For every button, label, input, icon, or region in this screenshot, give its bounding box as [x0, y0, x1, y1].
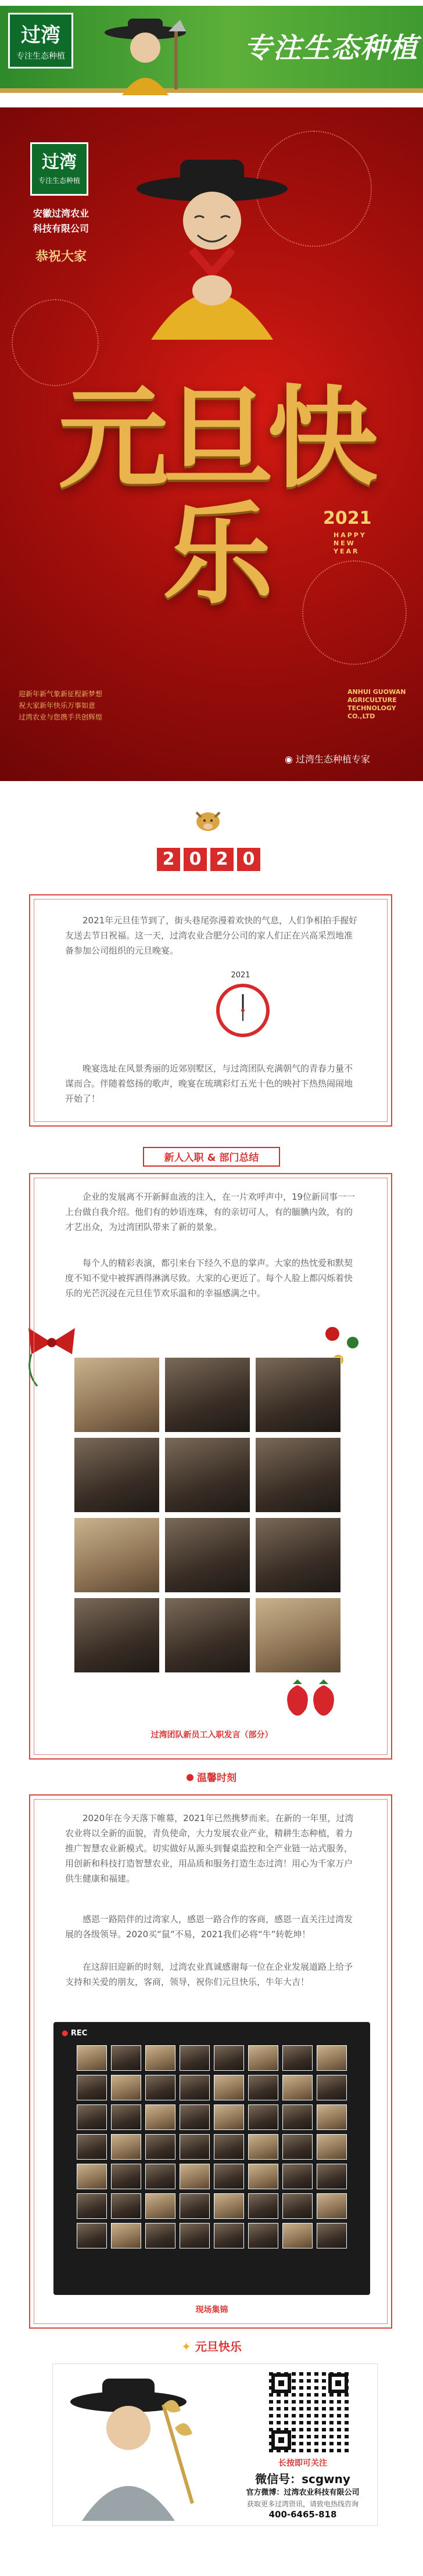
sparkle-icon: ✦ — [181, 2340, 195, 2354]
clock-hands-icon — [220, 987, 266, 1034]
collage-photo — [317, 2223, 347, 2248]
collage-photo — [111, 2104, 141, 2130]
performance-text: 每个人的精彩表演，都引来台下经久不息的掌声。大家的热忱爱和默契度不知不觉中被挥洒得淋漓尽致。大家的心更近了。每个人脸上都闪烁着快乐的光芒沉浸在元旦佳节欢乐温和的幸福感满之中。 — [65, 1258, 353, 1298]
collage-photo — [77, 2104, 107, 2130]
record-dot-icon: ● — [62, 2029, 71, 2038]
header-banner — [0, 0, 423, 107]
collage-photo — [214, 2164, 244, 2189]
wechat-watermark — [285, 752, 370, 765]
collage-photo — [214, 2045, 244, 2071]
dinner-venue-text: 晚宴选址在风景秀丽的近郊别墅区，与过湾团队充满朝气的青春力量不谋而合。伴随着悠扬的歌声，晚宴在琉璃彩灯五光十色的映衬下热热闹闹地开始了！ — [65, 1063, 353, 1104]
weibo-account: 官方微博：过湾农业科技有限公司 — [246, 2488, 360, 2497]
event-photo — [164, 1517, 250, 1593]
collage-photo — [77, 2045, 107, 2071]
poster-logo-subtitle: 专注生态种植 — [38, 177, 80, 185]
new-people-text: 企业的发展离不开新鲜血液的注入，在一片欢呼声中，19位新同事一一上台做自我介绍。他们有的妙语连珠，有的亲切可人，有的腼腆内敛，有的才艺出众，为过湾团队带来了新的景象。 — [65, 1192, 356, 1232]
wechat-watermark-text: 过湾生态种植专家 — [296, 754, 371, 765]
collage-photo — [317, 2045, 347, 2071]
collage-photo — [111, 2164, 141, 2189]
collage-photo — [317, 2164, 347, 2189]
event-photo — [255, 1517, 341, 1593]
collage-photo — [145, 2045, 175, 2071]
clock-icon — [216, 984, 270, 1037]
poster-logo — [30, 142, 88, 196]
poster-year: 2021 — [323, 508, 372, 528]
collage-photo — [180, 2104, 210, 2130]
company-line: 科技有限公司 — [33, 223, 89, 234]
year-badge — [157, 848, 260, 871]
event-photo — [164, 1598, 250, 1673]
qr-code[interactable] — [269, 2371, 350, 2452]
collage-photo — [282, 2075, 313, 2100]
farmer-illustration-icon — [116, 148, 308, 340]
poster-english-name — [347, 688, 423, 721]
new-year-poster — [0, 107, 423, 781]
collage-photo — [180, 2075, 210, 2100]
farmer-mascot-icon — [87, 8, 209, 95]
collage-photo — [248, 2223, 278, 2248]
rec-indicator — [62, 2029, 87, 2038]
collage-photo — [248, 2164, 278, 2189]
event-photo — [164, 1437, 250, 1513]
collage-photo — [214, 2223, 244, 2248]
collage-photo — [180, 2134, 210, 2160]
event-photo — [255, 1437, 341, 1513]
ox-cartoon-icon — [192, 804, 224, 833]
collage-photo — [248, 2134, 278, 2160]
collage-photo — [317, 2104, 347, 2130]
event-photo — [74, 1357, 160, 1433]
collage-photo — [180, 2164, 210, 2189]
collage-caption: 现场集锦 — [195, 2305, 228, 2315]
event-photo — [255, 1598, 341, 1673]
collage-photo — [282, 2045, 313, 2071]
collage-photo — [214, 2134, 244, 2160]
collage-photo — [111, 2193, 141, 2219]
farmer-with-wheat-icon — [59, 2370, 216, 2521]
collage-photo — [111, 2075, 141, 2100]
collage-photo — [214, 2193, 244, 2219]
header-slogan: 专注生态种植 — [244, 32, 419, 64]
english-line: ANHUI GUOWAN — [347, 688, 406, 696]
collage-photo — [111, 2134, 141, 2160]
strawberry-icon — [280, 1674, 344, 1726]
new-people-frame — [29, 1173, 392, 1760]
year-digit: 2 — [210, 848, 234, 871]
event-photo — [74, 1437, 160, 1513]
collage-photo — [77, 2075, 107, 2100]
collage-photo — [282, 2104, 313, 2130]
happy-line: YEAR — [334, 548, 360, 555]
year-review-frame — [29, 894, 392, 1127]
collage-photo — [145, 2193, 175, 2219]
collage-photo — [180, 2193, 210, 2219]
brand-logo — [8, 13, 73, 69]
collage-photo — [145, 2134, 175, 2160]
happy-line: NEW — [334, 539, 356, 547]
poster-logo-name: 过湾 — [42, 152, 77, 172]
gratitude-text: 感恩一路陪伴的过湾家人，感恩一路合作的客商，感恩一直关注过湾发展的各级领导。2020买“鼠”不易，2021我们必将“牛”转乾坤！ — [65, 1914, 353, 1940]
event-photo — [255, 1357, 341, 1433]
collage-photo — [282, 2193, 313, 2219]
verse-line: 祝大家新年快乐万事如意 — [19, 701, 96, 710]
collage-photo — [282, 2134, 313, 2160]
collage-photo — [180, 2045, 210, 2071]
rec-label: REC — [70, 2029, 88, 2038]
collage-photo — [248, 2104, 278, 2130]
collage-photo — [145, 2075, 175, 2100]
poster-big-title: 元旦快乐 — [58, 373, 372, 619]
brand-subtitle: 专注生态种植 — [16, 52, 65, 61]
poster-greeting: 恭祝大家 — [35, 249, 87, 264]
qr-eye — [271, 2430, 291, 2450]
collage-photo — [77, 2193, 107, 2219]
verse-line: 迎新年新气象新征程新梦想 — [19, 690, 103, 698]
year-digit: 0 — [237, 848, 260, 871]
collage-photo — [317, 2193, 347, 2219]
section-title-warm-moments — [174, 1768, 249, 1788]
collage-photo — [77, 2134, 107, 2160]
collage-photo — [248, 2193, 278, 2219]
photo-caption: 过湾团队新员工入职发言（部分） — [150, 1730, 273, 1740]
year-digit: 0 — [184, 848, 207, 871]
section-title-new-people: 新人入职 & 部门总结 — [143, 1147, 280, 1167]
collage-photo — [77, 2223, 107, 2248]
closing-title — [0, 2337, 423, 2354]
bullet-icon — [187, 1774, 193, 1781]
follow-label: 长按即可关注 — [278, 2459, 327, 2468]
warm-moments-frame — [29, 1794, 392, 2329]
event-photo — [164, 1357, 250, 1433]
brand-name: 过湾 — [21, 24, 60, 47]
happy-new-year-tag — [334, 531, 367, 556]
collage-photo — [180, 2223, 210, 2248]
collage-photo — [317, 2134, 347, 2160]
year-digit: 2 — [157, 848, 180, 871]
year-review-text: 2021年元旦佳节到了，街头巷尾弥漫着欢快的气息，人们争相拍手握好友送去节日祝福。这一天，过湾农业合肥分公司的家人们正在兴高采烈地准备参加公司组织的元旦晚宴。 — [65, 915, 358, 956]
collage-photo — [317, 2075, 347, 2100]
qr-eye — [271, 2373, 291, 2393]
collage-photo — [248, 2045, 278, 2071]
warm-moments-title: 温馨时刻 — [197, 1772, 236, 1784]
company-line: 安徽过湾农业 — [33, 208, 89, 219]
collage-photo — [214, 2104, 244, 2130]
poster-verse — [19, 688, 102, 723]
more-info-text: 获取更多过湾资讯，请致电热线咨询 — [246, 2500, 359, 2508]
happy-line: HAPPY — [334, 531, 367, 539]
new-employee-photo-grid — [74, 1357, 341, 1673]
wechat-icon: ◉ — [285, 754, 296, 765]
qr-eye — [328, 2373, 348, 2393]
event-photo — [74, 1517, 160, 1593]
collage-photo — [282, 2164, 313, 2189]
wechat-id: 微信号：scgwny — [255, 2472, 350, 2486]
collage-photo — [145, 2223, 175, 2248]
verse-line: 过湾农业与您携手共创辉煌 — [19, 713, 103, 721]
collage-photo — [282, 2223, 313, 2248]
collage-photo — [214, 2075, 244, 2100]
wishes-text: 在这辞旧迎新的时刻，过湾农业真诚感谢每一位在企业发展道路上给予支持和关爱的朋友，客商，领导，祝你们元旦快乐，牛年大吉！ — [65, 1962, 353, 1987]
hotline-number[interactable]: 400-6465-818 — [268, 2509, 337, 2520]
future-plan-text: 2020年在今天落下帷幕，2021年已然携梦而来。在新的一年里，过湾农业将以全新的面貌，青负使命，大力发展农业产业，精耕生态种植，着力推广智慧农业新模式。切实做好从源头到餐桌监控和全产业链一站式服务，用创新和科技打造智慧农业，用品质和服务打造生态过湾！用心为千家万户供生健康和福建。 — [65, 1813, 354, 1884]
closing-title-text: 元旦快乐 — [195, 2340, 242, 2354]
collage-photo — [145, 2164, 175, 2189]
english-line: AGRICULTURE — [347, 696, 397, 704]
clock-year-label: 2021 — [231, 971, 250, 980]
collage-photo — [111, 2223, 141, 2248]
follow-card — [52, 2363, 378, 2526]
collage-photo — [248, 2075, 278, 2100]
event-photo — [74, 1598, 160, 1673]
heart-photo-collage — [77, 2045, 347, 2248]
video-frame — [53, 2022, 370, 2295]
collage-photo — [77, 2164, 107, 2189]
english-line: TECHNOLOGY CO.,LTD — [347, 704, 396, 720]
collage-photo — [111, 2045, 141, 2071]
collage-photo — [145, 2104, 175, 2130]
poster-company — [23, 206, 99, 236]
